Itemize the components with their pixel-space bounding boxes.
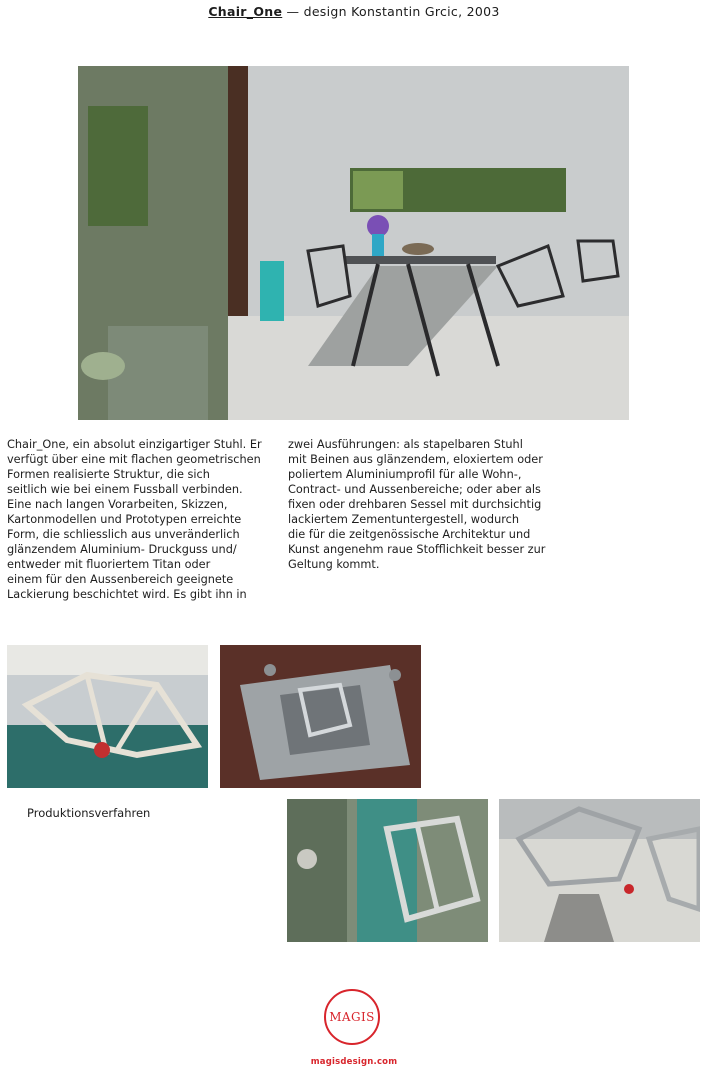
- page-header: [0, 4, 708, 19]
- production-caption: Produktionsverfahren: [27, 806, 151, 820]
- production-photo-chair-base: [499, 799, 700, 942]
- website-link[interactable]: magisdesign.com: [310, 1057, 398, 1067]
- description-column-2: zwei Ausführungen: als stapelbaren Stuhl mit Beinen aus glänzendem, eloxiertem oder poliertem Aluminiumprofil für alle Wohn-, Contract- und Aussenbereiche; oder aber als fixen oder drehbaren Sessel mit durchsichtig lackiertem Zementuntergestell, wodurch die für die zeitgenössische Architektur und Kunst angenehm raue Stofflichkeit besser zur Geltung kommt.: [288, 438, 546, 571]
- production-photo-worker: [287, 799, 488, 942]
- product-name: Chair_One: [208, 4, 283, 19]
- magis-logo: MAGIS: [324, 989, 380, 1045]
- hero-photo: [78, 66, 629, 420]
- designer-credit: — design Konstantin Grcic, 2003: [282, 4, 500, 19]
- description-column-1: Chair_One, ein absolut einzigartiger Stuhl. Er verfügt über eine mit flachen geometrischen Formen realisierte Struktur, die sich seitlich wie bei einem Fussball verbinden. Eine nach langen Vorarbeiten, Skizzen, Kartonmodellen und Prototypen erreichte Form, die schliesslich aus unveränderlich glänzendem Aluminium- Druckguss und/ entweder mit fluoriertem Titan oder einem für den Aussenbereich geeignete Lackierung beschichtet wird. Es gibt ihn in: [7, 438, 262, 601]
- production-photo-casting-mould: [220, 645, 421, 788]
- production-photo-welding-frame: [7, 645, 208, 788]
